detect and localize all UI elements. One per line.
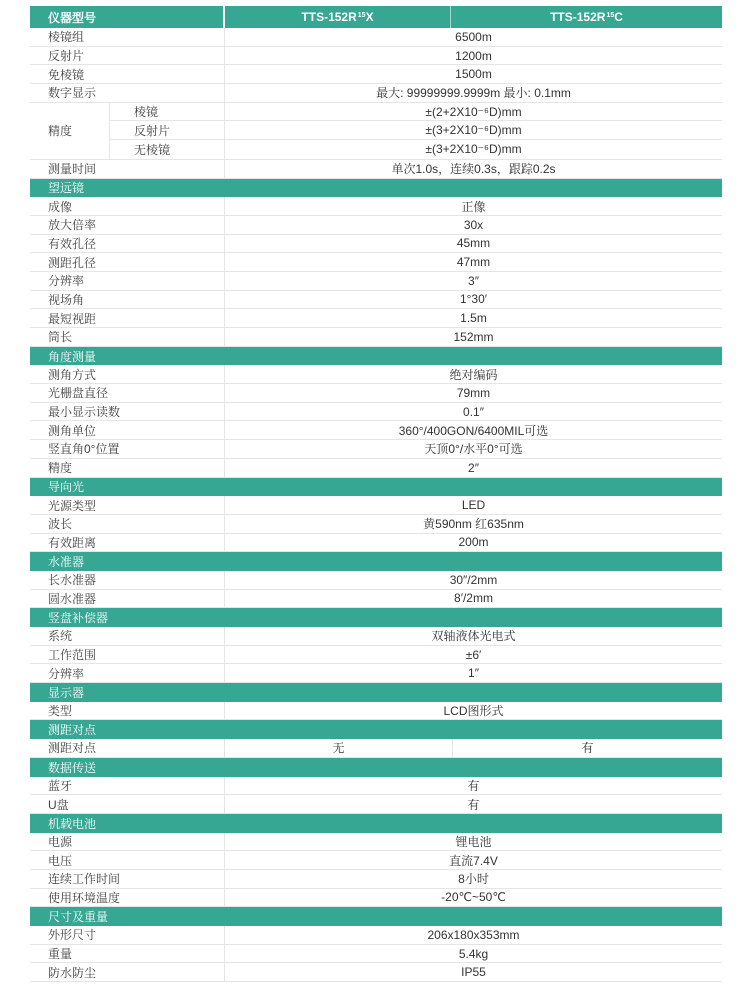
spec-value: 1″ (468, 666, 479, 681)
spec-value: 1200m (455, 48, 492, 63)
spec-label: 分辨率 (30, 272, 225, 290)
spec-row (30, 216, 722, 235)
spec-label: 电压 (30, 851, 225, 869)
spec-row (30, 197, 722, 216)
spec-value: 最大: 99999999.9999m 最小: 0.1mm (376, 86, 571, 101)
header-model-c-sup: 15 (606, 11, 615, 19)
spec-value: 0.1″ (463, 404, 484, 419)
spec-value: LCD图形式 (443, 704, 504, 719)
spec-row (30, 459, 722, 478)
spec-row (30, 28, 722, 47)
spec-label: 测角方式 (30, 365, 225, 383)
spec-row (30, 889, 722, 908)
group-subrow (110, 121, 722, 140)
spec-label: 免棱镜 (30, 65, 225, 83)
spec-value: 5.4kg (458, 946, 489, 961)
spec-row (30, 291, 722, 310)
spec-label: 成像 (30, 197, 225, 215)
group-sub-label: 无棱镜 (110, 140, 225, 159)
spec-value: 3″ (468, 273, 479, 288)
spec-label: 测角单位 (30, 421, 225, 439)
spec-row (30, 646, 722, 665)
spec-row (30, 945, 722, 964)
header-model-c-suffix: C (614, 10, 623, 24)
spec-label: 防水防尘 (30, 963, 225, 981)
spec-value: 360°/400GON/6400MIL可选 (398, 423, 549, 438)
section-header-row: 机载电池 (30, 814, 722, 833)
spec-label: 长水准器 (30, 571, 225, 589)
spec-label: U盘 (30, 795, 225, 813)
group-sub-label: 反射片 (110, 121, 225, 139)
spec-label: 有效孔径 (30, 235, 225, 253)
section-header-row: 数据传送 (30, 758, 722, 777)
spec-row (30, 702, 722, 721)
spec-value: 200m (458, 535, 489, 550)
section-header-row: 尺寸及重量 (30, 907, 722, 926)
spec-label: 分辨率 (30, 664, 225, 682)
spec-value: 6500m (455, 29, 492, 44)
spec-row (30, 627, 722, 646)
spec-row (30, 571, 722, 590)
spec-row (30, 963, 722, 982)
header-model-x-sup: 15 (357, 11, 366, 19)
spec-row (30, 926, 722, 945)
spec-value: IP55 (461, 965, 486, 980)
section-header-row: 测距对点 (30, 720, 722, 739)
split-value-model-c: 有 (581, 741, 594, 756)
spec-label: 视场角 (30, 291, 225, 309)
spec-label: 有效距离 (30, 534, 225, 552)
spec-label: 圆水准器 (30, 590, 225, 608)
spec-value: 206x180x353mm (427, 927, 520, 942)
spec-value: 79mm (456, 385, 491, 400)
header-model-c-base: TTS-152R (550, 10, 606, 24)
spec-label: 棱镜组 (30, 28, 225, 46)
spec-row (30, 870, 722, 889)
section-header-row: 竖盘补偿器 (30, 608, 722, 627)
spec-row (30, 534, 722, 553)
spec-value: 8小时 (458, 872, 489, 887)
spec-value: 1°30′ (459, 292, 488, 307)
section-header-row: 导向光 (30, 478, 722, 497)
spec-row (30, 65, 722, 84)
spec-row (30, 590, 722, 609)
spec-value: 正像 (461, 199, 486, 214)
spec-value: ±6′ (465, 647, 482, 662)
header-model-c (451, 6, 722, 28)
spec-value: 45mm (456, 236, 491, 251)
spec-value: 天顶0°/水平0°可选 (424, 442, 523, 457)
spec-label: 波长 (30, 515, 225, 533)
spec-row (30, 253, 722, 272)
spec-label: 数字显示 (30, 84, 225, 102)
spec-row (30, 272, 722, 291)
section-header-row: 角度测量 (30, 347, 722, 366)
spec-label: 工作范围 (30, 646, 225, 664)
spec-label: 最小显示读数 (30, 403, 225, 421)
header-model-x-base: TTS-152R (301, 10, 357, 24)
spec-value: 双轴液体光电式 (431, 629, 516, 644)
group-sub-value: ±(2+2X10⁻⁶D)mm (425, 104, 522, 119)
spec-row (30, 365, 722, 384)
section-header-row: 望远镜 (30, 179, 722, 198)
spec-value: 单次1.0s，连续0.3s，跟踪0.2s (391, 162, 556, 177)
spec-row (30, 664, 722, 683)
spec-label: 光栅盘直径 (30, 384, 225, 402)
spec-value: 有 (467, 797, 480, 812)
spec-value: 152mm (453, 329, 494, 344)
spec-label: 竖直角0°位置 (30, 440, 225, 458)
spec-label: 重量 (30, 945, 225, 963)
spec-label: 放大倍率 (30, 216, 225, 234)
spec-row (30, 440, 722, 459)
spec-value: 锂电池 (455, 834, 492, 849)
spec-label: 测距对点 (30, 739, 225, 757)
table-header-row (30, 6, 722, 28)
spec-table (30, 6, 722, 982)
spec-label: 测距孔径 (30, 253, 225, 271)
spec-label: 光源类型 (30, 496, 225, 514)
section-header-row: 显示器 (30, 683, 722, 702)
spec-value: 直流7.4V (449, 853, 498, 868)
spec-value: 绝对编码 (449, 367, 498, 382)
spec-row (30, 235, 722, 254)
spec-value: 1.5m (460, 311, 487, 326)
spec-label: 类型 (30, 702, 225, 720)
spec-value: 30″/2mm (449, 572, 498, 587)
spec-label: 测量时间 (30, 160, 225, 178)
spec-row (30, 515, 722, 534)
spec-row (30, 851, 722, 870)
section-header-row: 水准器 (30, 552, 722, 571)
spec-row (30, 160, 722, 179)
header-instrument-model-label: 仪器型号 (30, 6, 225, 28)
spec-row (30, 833, 722, 852)
spec-row (30, 384, 722, 403)
spec-value: 1500m (455, 67, 492, 82)
spec-row (30, 328, 722, 347)
group-sub-value: ±(3+2X10⁻⁶D)mm (425, 123, 522, 138)
spec-row (30, 47, 722, 66)
spec-row (30, 777, 722, 796)
spec-row (30, 84, 722, 103)
spec-label: 反射片 (30, 47, 225, 65)
spec-value: 2″ (468, 460, 479, 475)
spec-label: 蓝牙 (30, 777, 225, 795)
spec-label: 精度 (30, 459, 225, 477)
spec-label: 外形尺寸 (30, 926, 225, 944)
group-sub-value: ±(3+2X10⁻⁶D)mm (425, 142, 522, 157)
header-model-x-suffix: X (365, 10, 374, 24)
group-subrow (110, 140, 722, 159)
spec-row (30, 496, 722, 515)
spec-row (30, 309, 722, 328)
spec-label: 筒长 (30, 328, 225, 346)
spec-value: 47mm (456, 255, 491, 270)
spec-label: 连续工作时间 (30, 870, 225, 888)
spec-label: 系统 (30, 627, 225, 645)
group-sub-label: 棱镜 (110, 103, 225, 121)
group-row (30, 103, 722, 160)
split-row (30, 739, 722, 758)
spec-row (30, 795, 722, 814)
spec-value: 8′/2mm (454, 591, 493, 606)
spec-value: 有 (467, 778, 480, 793)
spec-value: -20℃~50℃ (441, 890, 506, 905)
split-value-model-x: 无 (225, 739, 453, 757)
spec-value: 黄590nm 红635nm (423, 517, 524, 532)
spec-row (30, 421, 722, 440)
header-model-x (225, 6, 451, 28)
spec-value: 30x (463, 217, 484, 232)
spec-label: 使用环境温度 (30, 889, 225, 907)
group-subrow (110, 103, 722, 122)
group-subrows (110, 103, 722, 159)
spec-row (30, 403, 722, 422)
spec-label: 电源 (30, 833, 225, 851)
table-body (30, 28, 722, 982)
spec-value: LED (461, 498, 486, 513)
spec-label: 最短视距 (30, 309, 225, 327)
group-label: 精度 (30, 103, 110, 159)
